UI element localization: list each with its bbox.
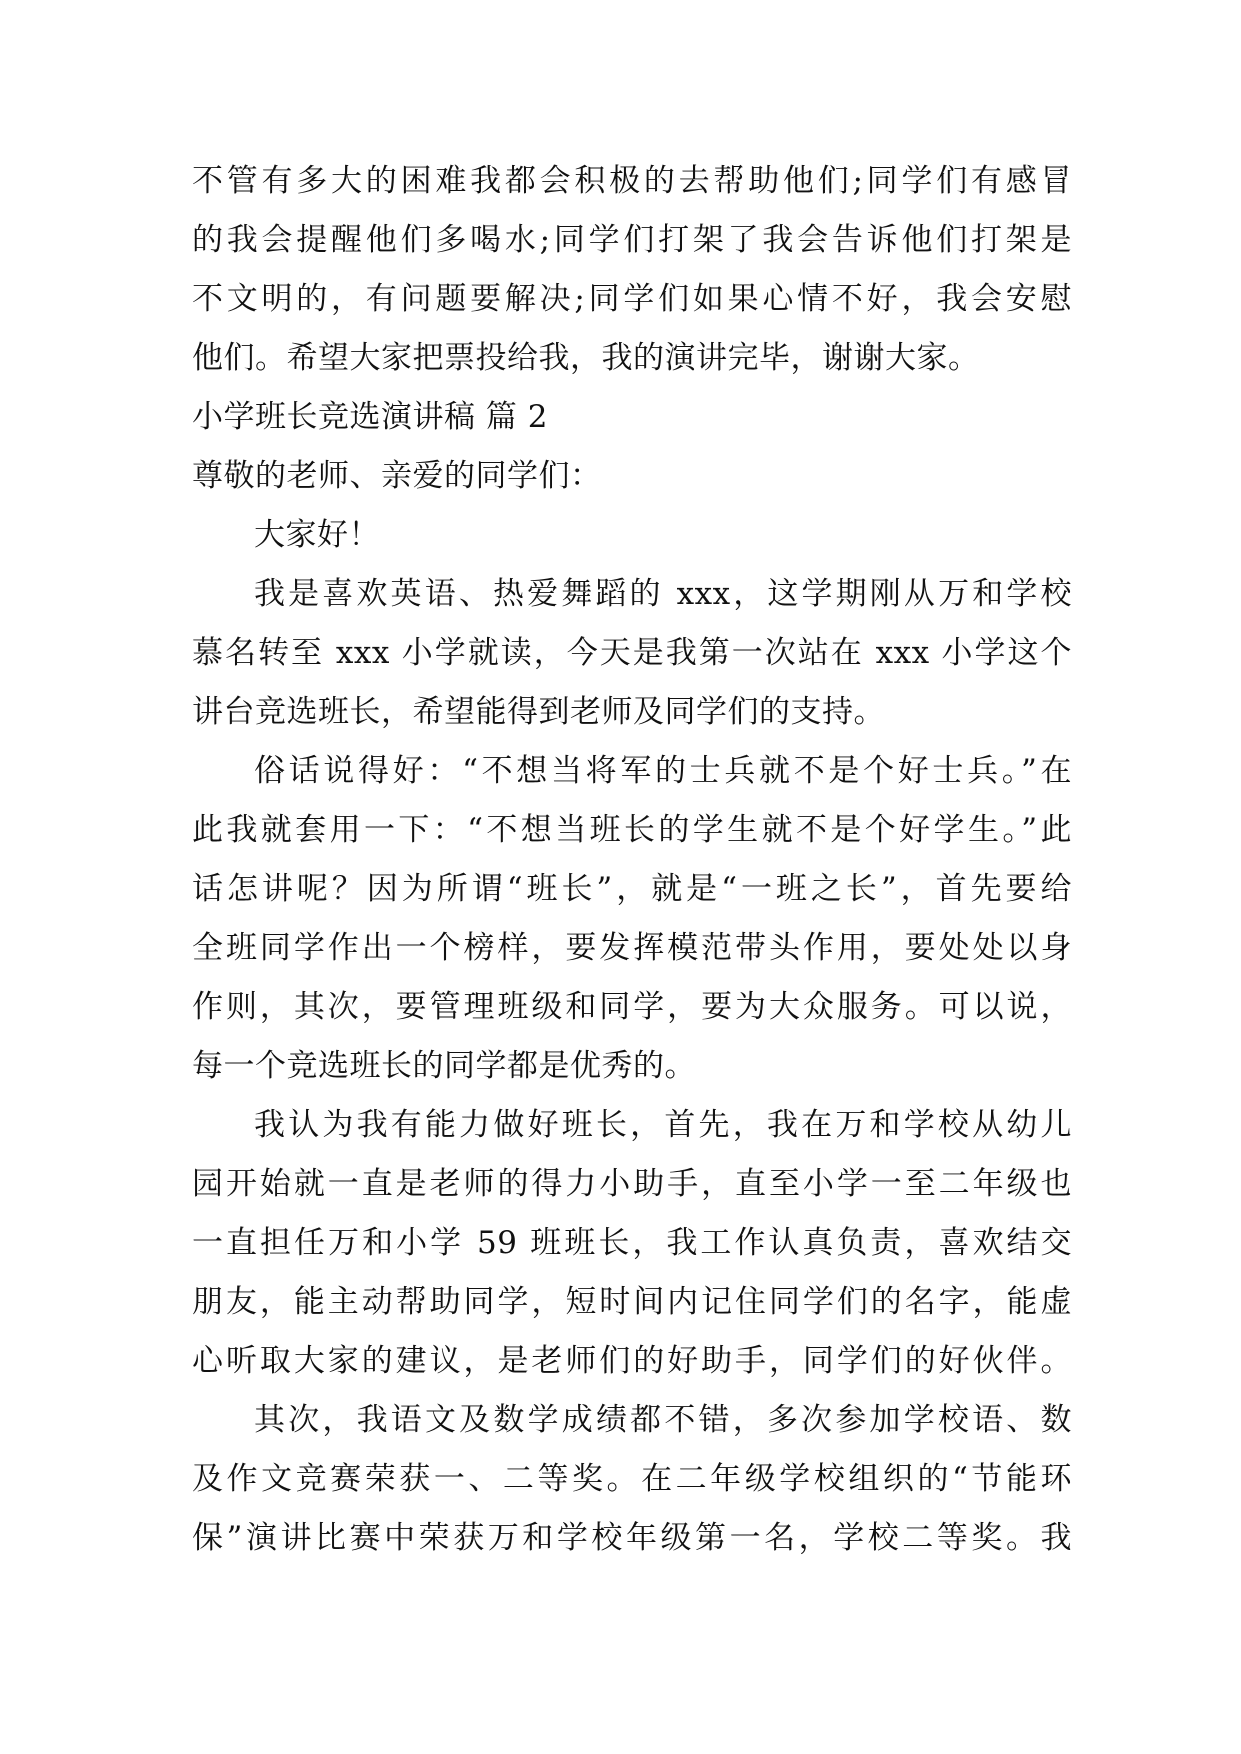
paragraph-introduction [192, 565, 1072, 742]
text-line: 朋友，能主动帮助同学，短时间内记住同学们的名字，能虚 [192, 1284, 1072, 1320]
text-line: 俗话说得好：“不想当将军的士兵就不是个好士兵。”在 [254, 753, 1072, 789]
text-line: 慕名转至 xxx 小学就读，今天是我第一次站在 xxx 小学这个 [192, 635, 1072, 671]
text-line: 每一个竞选班长的同学都是优秀的。 [192, 1048, 696, 1084]
text-line: 保”演讲比赛中荣获万和学校年级第一名，学校二等奖。我 [192, 1520, 1072, 1556]
text-line: 讲台竞选班长，希望能得到老师及同学们的支持。 [192, 694, 885, 730]
text-line: 其次，我语文及数学成绩都不错，多次参加学校语、数 [254, 1402, 1072, 1438]
document-body [192, 152, 1072, 1568]
text-line: 作则，其次，要管理班级和同学，要为大众服务。可以说， [192, 989, 1072, 1025]
text-line: 我认为我有能力做好班长，首先，我在万和学校从幼儿 [254, 1107, 1072, 1143]
text-line: 一直担任万和小学 59 班班长，我工作认真负责，喜欢结交 [192, 1225, 1072, 1261]
salutation: 尊敬的老师、亲爱的同学们： [192, 458, 602, 494]
text-line: 全班同学作出一个榜样，要发挥模范带头作用，要处处以身 [192, 930, 1072, 966]
paragraph-grades [192, 1391, 1072, 1568]
text-line: 他们。希望大家把票投给我，我的演讲完毕，谢谢大家。 [192, 340, 980, 376]
text-line: 我是喜欢英语、热爱舞蹈的 xxx，这学期刚从万和学校 [254, 576, 1072, 612]
text-line: 园开始就一直是老师的得力小助手，直至小学一至二年级也 [192, 1166, 1072, 1202]
text-line: 的我会提醒他们多喝水;同学们打架了我会告诉他们打架是 [192, 222, 1072, 258]
text-line: 不管有多大的困难我都会积极的去帮助他们;同学们有感冒 [192, 163, 1072, 199]
paragraph-ability [192, 1096, 1072, 1391]
text-line: 话怎讲呢？因为所谓“班长”，就是“一班之长”，首先要给 [192, 871, 1072, 907]
section-heading: 小学班长竞选演讲稿 篇 2 [192, 399, 548, 435]
text-line: 心听取大家的建议，是老师们的好助手，同学们的好伙伴。 [192, 1343, 1072, 1379]
continuation-paragraph [192, 152, 1072, 388]
paragraph-proverb [192, 742, 1072, 1096]
text-line: 此我就套用一下：“不想当班长的学生就不是个好学生。”此 [192, 812, 1072, 848]
text-line: 及作文竞赛荣获一、二等奖。在二年级学校组织的“节能环 [192, 1461, 1072, 1497]
text-line: 不文明的，有问题要解决;同学们如果心情不好，我会安慰 [192, 281, 1072, 317]
greeting: 大家好！ [254, 517, 380, 553]
